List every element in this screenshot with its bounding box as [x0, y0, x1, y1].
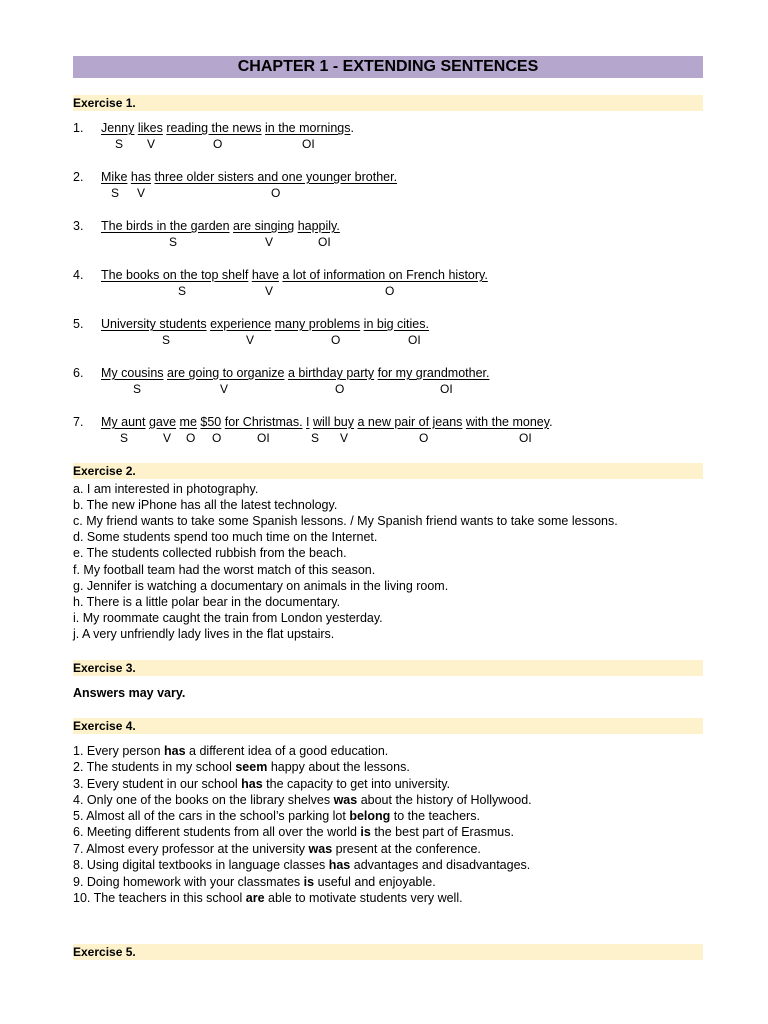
exercise-4-heading: Exercise 4.	[73, 718, 703, 734]
label-indirect: OI	[519, 431, 532, 445]
label-verb: V	[265, 235, 274, 249]
label-indirect: OI	[257, 431, 270, 445]
label-object: O	[385, 284, 395, 298]
ex2-line: b. The new iPhone has all the latest technology.	[73, 498, 338, 512]
label-verb: V	[163, 431, 172, 445]
item-number: 3.	[73, 219, 84, 233]
label-subject: S	[133, 382, 142, 396]
chapter-title: CHAPTER 1 - EXTENDING SENTENCES	[73, 56, 703, 78]
label-verb: V	[246, 333, 255, 347]
sentence: Jenny likes reading the news in the mornings.	[101, 121, 354, 135]
label-object: O	[213, 137, 223, 151]
label-verb: V	[137, 186, 146, 200]
label-object: O	[186, 431, 196, 445]
ex2-line: a. I am interested in photography.	[73, 482, 259, 496]
ex2-line: d. Some students spend too much time on the Internet.	[73, 530, 378, 544]
ex4-line: 4. Only one of the books on the library shelves was about the history of Hollywood.	[73, 793, 532, 807]
label-object: O	[212, 431, 222, 445]
label-indirect: OI	[408, 333, 421, 347]
ex2-line: g. Jennifer is watching a documentary on animals in the living room.	[73, 579, 449, 593]
ex4-line: 7. Almost every professor at the university was present at the conference.	[73, 842, 481, 856]
exercise-2-heading: Exercise 2.	[73, 463, 703, 479]
label-subject: S	[115, 137, 124, 151]
ex2-line: i. My roommate caught the train from London yesterday.	[73, 611, 383, 625]
label-subject: S	[120, 431, 129, 445]
ex2-line: e. The students collected rubbish from the beach.	[73, 546, 347, 560]
label-object: O	[335, 382, 345, 396]
label-indirect: OI	[302, 137, 315, 151]
label-subject: S	[111, 186, 120, 200]
ex4-line: 5. Almost all of the cars in the school’s parking lot belong to the teachers.	[73, 809, 480, 823]
sentence: My aunt gave me $50 for Christmas. I will buy a new pair of jeans with the money.	[101, 415, 553, 429]
item-number: 1.	[73, 121, 84, 135]
item-number: 7.	[73, 415, 84, 429]
ex3-answer: Answers may vary.	[73, 686, 186, 700]
ex2-line: f. My football team had the worst match of this season.	[73, 563, 376, 577]
item-number: 5.	[73, 317, 84, 331]
ex4-line: 2. The students in my school seem happy about the lessons.	[73, 760, 410, 774]
label-object: O	[331, 333, 341, 347]
label-indirect: OI	[440, 382, 453, 396]
ex4-line: 9. Doing homework with your classmates is useful and enjoyable.	[73, 875, 436, 889]
label-subject: S	[162, 333, 171, 347]
label-subject: S	[311, 431, 320, 445]
ex4-line: 10. The teachers in this school are able to motivate students very well.	[73, 891, 463, 905]
label-subject: S	[178, 284, 187, 298]
item-number: 4.	[73, 268, 84, 282]
ex4-line: 8. Using digital textbooks in language classes has advantages and disadvantages.	[73, 858, 531, 872]
item-number: 6.	[73, 366, 84, 380]
ex4-line: 6. Meeting different students from all over the world is the best part of Erasmus.	[73, 825, 514, 839]
exercise-5-heading: Exercise 5.	[73, 944, 703, 960]
exercise-3-heading: Exercise 3.	[73, 660, 703, 676]
sentence: Mike has three older sisters and one younger brother.	[101, 170, 398, 184]
item-number: 2.	[73, 170, 84, 184]
ex2-line: h. There is a little polar bear in the documentary.	[73, 595, 341, 609]
label-verb: V	[340, 431, 349, 445]
label-subject: S	[169, 235, 178, 249]
sentence: My cousins are going to organize a birthday party for my grandmother.	[101, 366, 490, 380]
exercise-1-heading: Exercise 1.	[73, 95, 703, 111]
label-indirect: OI	[318, 235, 331, 249]
sentence: The birds in the garden are singing happily.	[101, 219, 340, 233]
ex4-line: 3. Every student in our school has the capacity to get into university.	[73, 777, 451, 791]
sentence: The books on the top shelf have a lot of information on French history.	[101, 268, 488, 282]
label-verb: V	[147, 137, 156, 151]
label-object: O	[419, 431, 429, 445]
label-verb: V	[265, 284, 274, 298]
sentence: University students experience many problems in big cities.	[101, 317, 429, 331]
ex2-line: c. My friend wants to take some Spanish lessons. / My Spanish friend wants to take some lessons.	[73, 514, 618, 528]
label-object: O	[271, 186, 281, 200]
label-verb: V	[220, 382, 229, 396]
ex4-line: 1. Every person has a different idea of a good education.	[73, 744, 389, 758]
ex2-line: j. A very unfriendly lady lives in the flat upstairs.	[73, 627, 335, 641]
